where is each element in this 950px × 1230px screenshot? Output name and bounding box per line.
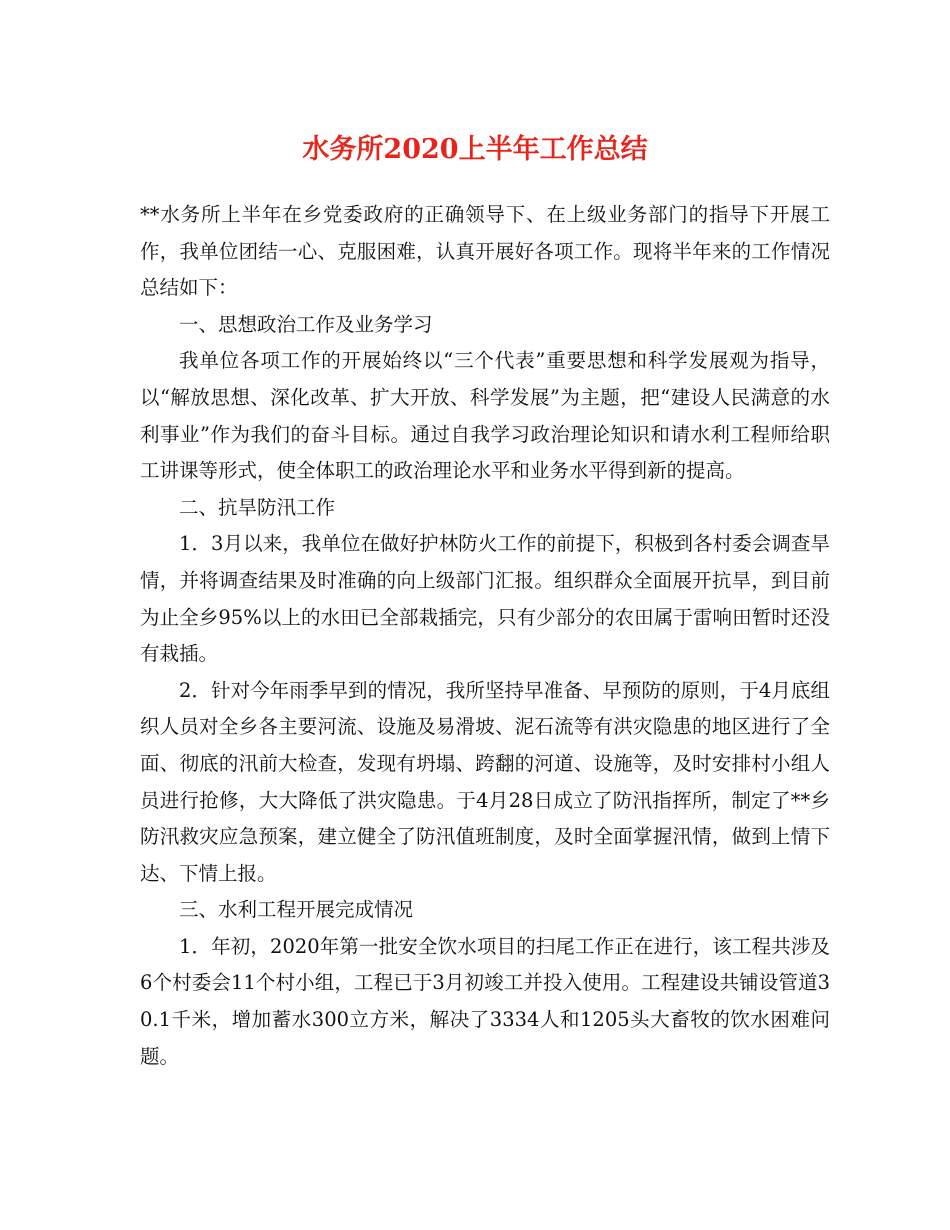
section-heading-1: 一、思想政治工作及业务学习	[179, 312, 433, 336]
body-paragraph: 1．3月以来，我单位在做好护林防火工作的前提下，积极到各村委会调查旱情，并将调查结果及时准确的向上级部门汇报。组织群众全面展开抗旱，到目前为止全乡95%以上的水田已全部栽插完，只有少部分的农田属于雷响田暂时还没有栽插。	[140, 532, 830, 666]
document-title: 水务所2020上半年工作总结	[302, 134, 648, 165]
document-body	[140, 197, 830, 1075]
section-heading-3: 三、水利工程开展完成情况	[179, 898, 414, 922]
section-heading-2: 二、抗旱防汛工作	[179, 495, 336, 519]
body-paragraph: 2．针对今年雨季早到的情况，我所坚持早准备、早预防的原则，于4月底组织人员对全乡各主要河流、设施及易滑坡、泥石流等有洪灾隐患的地区进行了全面、彻底的汛前大检查，发现有坍塌、跨翻的河道、设施等，及时安排村小组人员进行抢修，大大降低了洪灾隐患。于4月28日成立了防汛指挥所，制定了**乡防汛救灾应急预案，建立健全了防汛值班制度，及时全面掌握汛情，做到上情下达、下情上报。	[140, 678, 830, 885]
body-paragraph: 1．年初，2020年第一批安全饮水项目的扫尾工作正在进行，该工程共涉及6个村委会11个村小组，工程已于3月初竣工并投入使用。工程建设共铺设管道30.1千米，增加蓄水300立方米，解决了3334人和1205头大畜牧的饮水困难问题。	[140, 934, 830, 1068]
intro-paragraph: **水务所上半年在乡党委政府的正确领导下、在上级业务部门的指导下开展工作，我单位团结一心、克服困难，认真开展好各项工作。现将半年来的工作情况总结如下：	[140, 203, 830, 300]
body-paragraph: 我单位各项工作的开展始终以“三个代表”重要思想和科学发展观为指导，以“解放思想、深化改革、扩大开放、科学发展”为主题，把“建设人民满意的水利事业”作为我们的奋斗目标。通过自我学习政治理论知识和请水利工程师给职工讲课等形式，使全体职工的政治理论水平和业务水平得到新的提高。	[140, 349, 830, 483]
